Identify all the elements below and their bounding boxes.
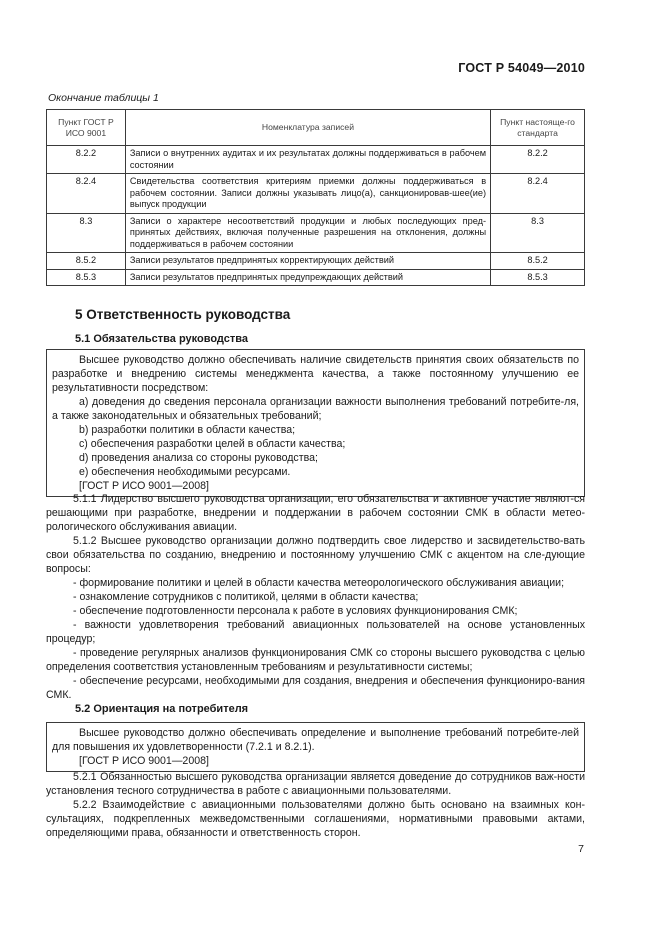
bullet-item: - важности удовлетворения требований авиационных пользователей на основе установленных процедур; bbox=[46, 619, 585, 645]
table-cell: 8.5.2 bbox=[491, 253, 585, 270]
column-header: Пункт ГОСТ Р ИСО 9001 bbox=[47, 110, 126, 146]
table-row bbox=[47, 213, 585, 253]
table-row bbox=[47, 146, 585, 174]
table-cell: Записи результатов предпринятых предупреждающих действий bbox=[125, 269, 490, 286]
table-cell: 8.5.2 bbox=[47, 253, 126, 270]
table-cell: Записи о внутренних аудитах и их результатах должны поддерживаться в рабочем состоянии bbox=[125, 146, 490, 174]
subsection-heading: 5.1 Обязательства руководства bbox=[75, 333, 249, 345]
paragraph-5-1-2: 5.1.2 Высшее руководство организации должно подтвердить свое лидерство и засвидетельство-вать свои обязательства по созданию, внедрению и постоянному улучшению СМК с акцентом на сле-дующие вопросы: bbox=[46, 535, 585, 575]
quote-text: Высшее руководство должно обеспечивать определение и выполнение требований потребите-лей для повышения их удовлетворенности (7.2.1 и 8.2.1). bbox=[52, 727, 579, 753]
quote-item: a) доведения до сведения персонала организации важности выполнения требований потребите-ля, а также законодательных и обязательных требований; bbox=[52, 396, 579, 422]
quote-reference: [ГОСТ Р ИСО 9001—2008] bbox=[79, 755, 209, 767]
quote-item: e) обеспечения необходимыми ресурсами. bbox=[79, 466, 291, 478]
table-cell: 8.2.4 bbox=[47, 174, 126, 214]
quote-item: b) разработки политики в области качества; bbox=[79, 424, 296, 436]
bullet-item: - формирование политики и целей в области качества метеорологического обслуживания авиации; bbox=[73, 577, 565, 589]
page-number: 7 bbox=[578, 843, 584, 855]
standard-id: ГОСТ Р 54049—2010 bbox=[458, 61, 585, 75]
bullet-item: - проведение регулярных анализов функционирования СМК со стороны высшего руководства с целью определения соответствия установленным требованиям и результативности системы; bbox=[46, 647, 585, 673]
quote-intro: Высшее руководство должно обеспечивать наличие свидетельств принятия своих обязательств по разработке и внедрению системы менеджмента качества, а также постоянному улучшению ее результативности посредством: bbox=[52, 354, 579, 394]
records-table bbox=[46, 109, 585, 286]
quote-item: d) проведения анализа со стороны руководства; bbox=[79, 452, 318, 464]
table-cell: 8.5.3 bbox=[47, 269, 126, 286]
table-cell: 8.2.4 bbox=[491, 174, 585, 214]
table-cell: 8.3 bbox=[491, 213, 585, 253]
table-cell: Записи о характере несоответствий продукции и любых последующих пред-принятых действиях, включая полученные разрешения на отклонения, должны поддерживаться в рабочем состоянии bbox=[125, 213, 490, 253]
table-row bbox=[47, 269, 585, 286]
table-row bbox=[47, 174, 585, 214]
table-header-row bbox=[47, 110, 585, 146]
iso-quote-box bbox=[46, 722, 585, 772]
quote-reference: [ГОСТ Р ИСО 9001—2008] bbox=[79, 480, 209, 492]
table-cell: 8.2.2 bbox=[47, 146, 126, 174]
section-5-2-body bbox=[46, 770, 585, 840]
table-cell: 8.5.3 bbox=[491, 269, 585, 286]
section-heading: 5 Ответственность руководства bbox=[75, 307, 291, 322]
table-cell: 8.2.2 bbox=[491, 146, 585, 174]
iso-quote-box bbox=[46, 349, 585, 497]
table-caption: Окончание таблицы 1 bbox=[48, 92, 159, 104]
paragraph-5-2-2: 5.2.2 Взаимодействие с авиационными пользователями должно быть основано на взаимных кон-сультациях, подкрепленных межведомственными соглашениями, нормативными правовыми актами, определяющими права, обязанности и ответственность сторон. bbox=[46, 799, 585, 839]
table-cell: 8.3 bbox=[47, 213, 126, 253]
column-header: Пункт настояще-го стандарта bbox=[491, 110, 585, 146]
subsection-heading: 5.2 Ориентация на потребителя bbox=[75, 703, 249, 715]
column-header: Номенклатура записей bbox=[125, 110, 490, 146]
quote-item: c) обеспечения разработки целей в области качества; bbox=[79, 438, 346, 450]
paragraph-5-1-1: 5.1.1 Лидерство высшего руководства организации, его обязательства и активное участие являют-ся решающими при разработке, внедрении и поддержании в рабочем состоянии СМК в области метео-рологического обслуживания авиации. bbox=[46, 493, 585, 533]
table-cell: Записи результатов предпринятых корректирующих действий bbox=[125, 253, 490, 270]
bullet-item: - обеспечение подготовленности персонала к работе в условиях функционирования СМК; bbox=[73, 605, 518, 617]
table-cell: Свидетельства соответствия критериям приемки должны поддерживаться в рабочем состоянии. Записи должны указывать лицо(а), санкционировав-шее(ие) выпуск продукции bbox=[125, 174, 490, 214]
bullet-item: - обеспечение ресурсами, необходимыми для создания, внедрения и обеспечения функциониро-вания СМК. bbox=[46, 675, 585, 701]
bullet-item: - ознакомление сотрудников с политикой, целями в области качества; bbox=[73, 591, 419, 603]
section-5-1-body bbox=[46, 492, 585, 702]
table-row bbox=[47, 253, 585, 270]
paragraph-5-2-1: 5.2.1 Обязанностью высшего руководства организации является доведение до сотрудников важ-ности установления тесного сотрудничества в работе с авиационными пользователями. bbox=[46, 771, 585, 797]
